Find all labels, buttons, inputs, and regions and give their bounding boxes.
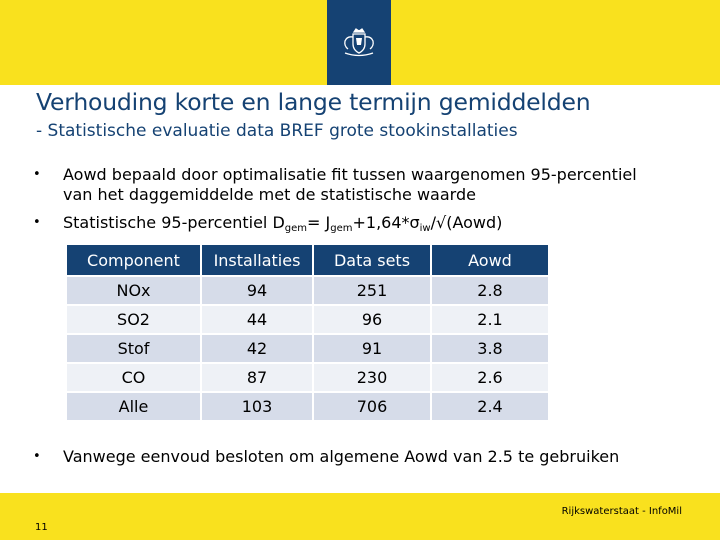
rijksoverheid-coat-of-arms-icon [341,27,377,59]
table-cell: Alle [67,393,200,420]
table-header-cell: Data sets [314,245,430,275]
table-cell: 2.6 [432,364,548,391]
table-header-row [67,245,548,275]
table-cell: 94 [202,277,312,304]
page-number: 11 [35,522,48,533]
bullet-dot: • [33,449,41,464]
table-row [67,335,548,362]
table-cell: 2.8 [432,277,548,304]
table-cell: 251 [314,277,430,304]
table-row [67,277,548,304]
aowd-table [65,243,550,422]
slide-title: Verhouding korte en lange termijn gemiddelden [36,88,591,116]
table-row [67,364,548,391]
bullet-dot: • [33,167,41,182]
table-row [67,393,548,420]
table-row [67,306,548,333]
table-cell: 230 [314,364,430,391]
bullet-text: Vanwege eenvoud besloten om algemene Aowd van 2.5 te gebruiken [63,447,620,466]
table-cell: 96 [314,306,430,333]
logo-band [327,0,391,85]
table-cell: 103 [202,393,312,420]
table-header-cell: Component [67,245,200,275]
table-cell: NOx [67,277,200,304]
formula-text: Statistische 95-percentiel $D_{gem}=$ $J_{gem}+1,64*\sigma_{iw}/√(Aowd)$ [63,213,503,234]
slide-subtitle: - Statistische evaluatie data BREF grote stookinstallaties [36,121,518,141]
table-cell: 42 [202,335,312,362]
table-cell: 2.4 [432,393,548,420]
footer-brand: Rijkswaterstaat - InfoMil [561,506,682,517]
table-cell: CO [67,364,200,391]
table-cell: 3.8 [432,335,548,362]
table-cell: 706 [314,393,430,420]
table-cell: Stof [67,335,200,362]
table-header-cell: Installaties [202,245,312,275]
table-cell: 44 [202,306,312,333]
table-cell: SO2 [67,306,200,333]
table-cell: 2.1 [432,306,548,333]
bullet-dot: • [33,215,41,230]
bullet-text: Aowd bepaald door optimalisatie fit tussen waargenomen 95-percentiel van het daggemiddelde met de statistische waarde [63,165,637,204]
table-cell: 91 [314,335,430,362]
table-header-cell: Aowd [432,245,548,275]
table-cell: 87 [202,364,312,391]
